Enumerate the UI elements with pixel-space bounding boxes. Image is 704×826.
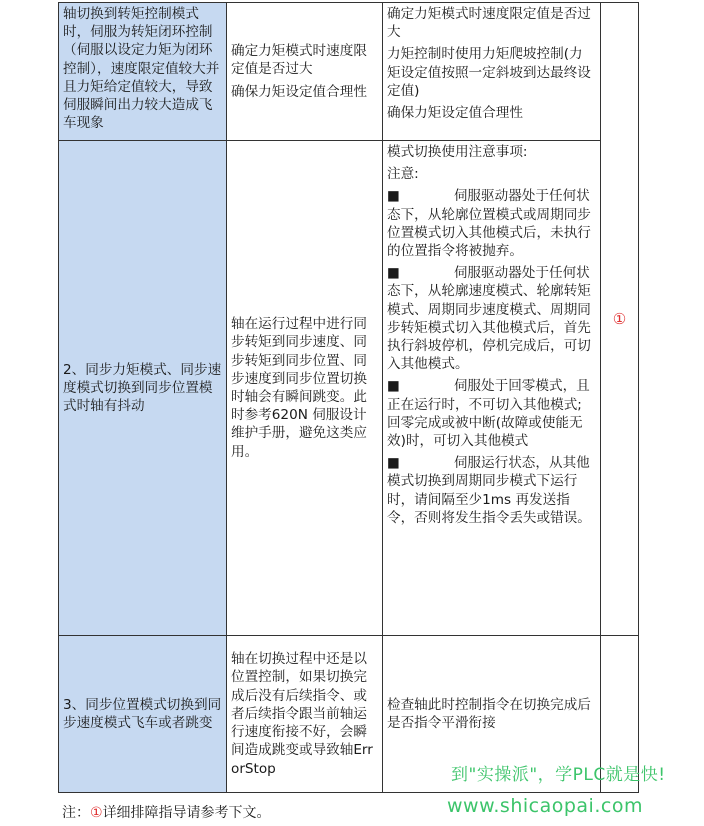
bullet-square-icon: ■: [387, 378, 400, 395]
reference-cell: [601, 3, 639, 636]
bullet-text: 伺服驱动器处于任何状态下，从轮廓位置模式或周期同步位置模式切入其他模式后，未执行的位置指令将被抛弃。: [387, 188, 591, 260]
bullet-square-icon: ■: [387, 455, 400, 472]
troubleshooting-table: [58, 2, 639, 793]
bullet-text: 伺服处于回零模式，且正在运行时，不可切入其他模式; 回零完成或被中断(故障或使能无效)时，可切入其他模式: [387, 378, 590, 450]
solution-text: 确定力矩模式时速度限定值是否过大: [387, 6, 591, 41]
watermark-slogan: 到"实操派"，学PLC就是快!: [451, 765, 666, 785]
solution-note: 注意:: [387, 166, 419, 183]
footnote-mark: ①: [90, 805, 103, 821]
cause-cell: [227, 141, 383, 636]
cause-cell: [227, 3, 383, 141]
problem-cell: [59, 636, 227, 793]
solution-text: 检查轴此时控制指令在切换完成后是否指令平滑衔接: [387, 696, 591, 731]
problem-text: 3、同步位置模式切换到同步速度模式飞车或者跳变: [63, 696, 222, 731]
footnote-text: 详细排障指导请参考下文。: [102, 805, 271, 821]
footnote: [62, 802, 271, 822]
bullet-item: [387, 454, 596, 527]
bullet-item: [387, 187, 596, 260]
cause-cell: [227, 636, 383, 793]
footnote-prefix: 注：: [62, 805, 90, 821]
cause-text: 确定力矩模式时速度限定值是否过大: [231, 43, 367, 78]
bullet-text: 伺服运行状态，从其他模式切换到周期同步模式下运行时，请间隔至少1ms 再发送指令，否则将发生指令丢失或错误。: [387, 455, 591, 526]
bullet-item: [387, 264, 596, 373]
bullet-square-icon: ■: [387, 265, 400, 282]
problem-cell: [59, 3, 227, 141]
solution-text: 确保力矩设定值合理性: [387, 105, 523, 122]
bullet-item: [387, 377, 596, 450]
solution-cell: [383, 3, 601, 141]
problem-cell: [59, 141, 227, 636]
problem-text: 轴切换到转矩控制模式时，伺服为转矩闭环控制（伺服以设定力矩为闭环控制），速度限定值较大并且力矩给定值较大，导致伺服瞬间出力较大造成飞车现象: [63, 6, 220, 132]
table-row: [59, 141, 639, 636]
cause-text: 轴在切换过程中还是以位置控制，如果切换完成后没有后续指令、或者后续指令跟当前轴运行速度衔接不好，会瞬间造成跳变或导致轴ErrorStop: [231, 651, 373, 777]
reference-mark: ①: [612, 309, 627, 328]
bullet-text: 伺服驱动器处于任何状态下，从轮廓速度模式、轮廓转矩模式、周期同步速度模式、周期同步转矩模式切入其他模式后，首先执行斜坡停机，停机完成后，可切入其他模式。: [387, 265, 591, 373]
bullet-square-icon: ■: [387, 188, 400, 205]
solution-cell: [383, 141, 601, 636]
table-row: [59, 3, 639, 141]
cause-text: 轴在运行过程中进行同步转矩到同步速度、同步转矩到同步位置、同步速度到同步位置切换时轴会有瞬间跳变。此时参考620N 伺服设计维护手册，避免这类应用。: [231, 316, 367, 460]
solution-text: 力矩控制时使用力矩爬坡控制(力矩设定值按照一定斜坡到达最终设定值): [387, 46, 591, 99]
problem-text: 2、同步力矩模式、同步速度模式切换到同步位置模式时轴有抖动: [63, 361, 222, 415]
watermark-url: www.shicaopai.com: [447, 795, 643, 817]
troubleshooting-table-wrapper: [58, 2, 639, 793]
solution-intro: 模式切换使用注意事项:: [387, 144, 528, 160]
cause-text: 确保力矩设定值合理性: [231, 83, 367, 100]
